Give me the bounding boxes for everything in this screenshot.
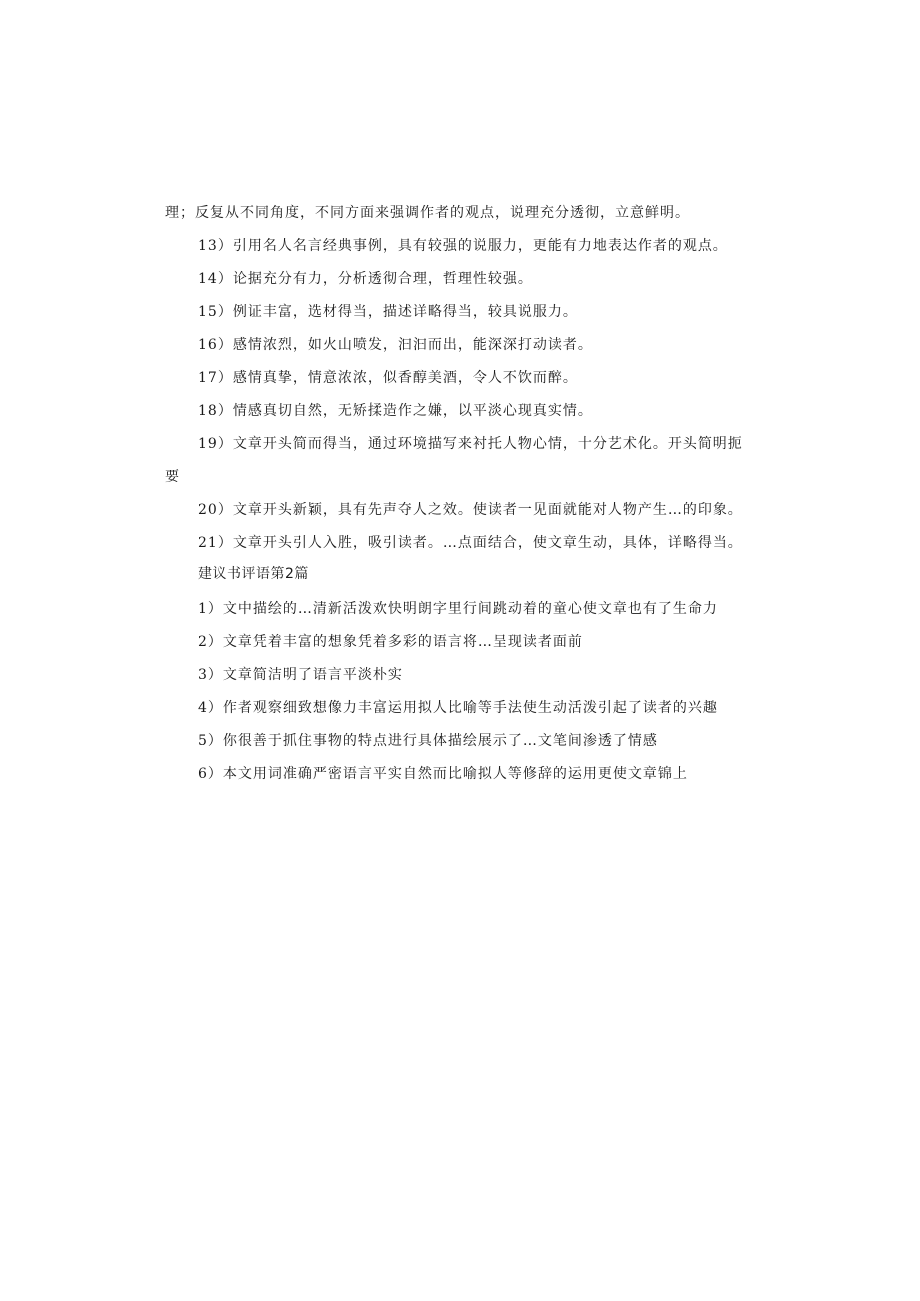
paragraph-continuation: 理；反复从不同角度，不同方面来强调作者的观点，说理充分透彻，立意鲜明。	[165, 205, 690, 221]
list-item-15: 15）例证丰富，选材得当，描述详略得当，较具说服力。	[198, 304, 578, 320]
section-heading: 建议书评语第2篇	[198, 566, 309, 582]
list-item-13: 13）引用名人名言经典事例，具有较强的说服力，更能有力地表达作者的观点。	[198, 238, 728, 254]
list-item-18: 18）情感真切自然，无矫揉造作之嫌，以平淡心现真实情。	[198, 403, 593, 419]
list-item-20: 20）文章开头新颖，具有先声夺人之效。使读者一见面就能对人物产生…的印象。	[198, 502, 743, 518]
list-item-21: 21）文章开头引人入胜，吸引读者。…点面结合，使文章生动，具体，详略得当。	[198, 535, 743, 551]
list-item-19: 19）文章开头简而得当，通过环境描写来衬托人物心情，十分艺术化。开头简明扼	[198, 436, 743, 452]
list-item-16: 16）感情浓烈，如火山喷发，汩汩而出，能深深打动读者。	[198, 337, 593, 353]
list-item-17: 17）感情真挚，情意浓浓，似香醇美酒，令人不饮而醉。	[198, 370, 578, 386]
list-item-6: 6）本文用词准确严密语言平实自然而比喻拟人等修辞的运用更使文章锦上	[198, 766, 688, 782]
list-item-4: 4）作者观察细致想像力丰富运用拟人比喻等手法使生动活泼引起了读者的兴趣	[198, 700, 718, 716]
list-item-2: 2）文章凭着丰富的想象凭着多彩的语言将…呈现读者面前	[198, 634, 583, 650]
list-item-5: 5）你很善于抓住事物的特点进行具体描绘展示了…文笔间渗透了情感	[198, 733, 658, 749]
list-item-3: 3）文章简洁明了语言平淡朴实	[198, 667, 403, 683]
list-item-14: 14）论据充分有力，分析透彻合理，哲理性较强。	[198, 271, 533, 287]
list-item-1: 1）文中描绘的…清新活泼欢快明朗字里行间跳动着的童心使文章也有了生命力	[198, 601, 718, 617]
list-item-19-wrap: 要	[165, 469, 180, 485]
